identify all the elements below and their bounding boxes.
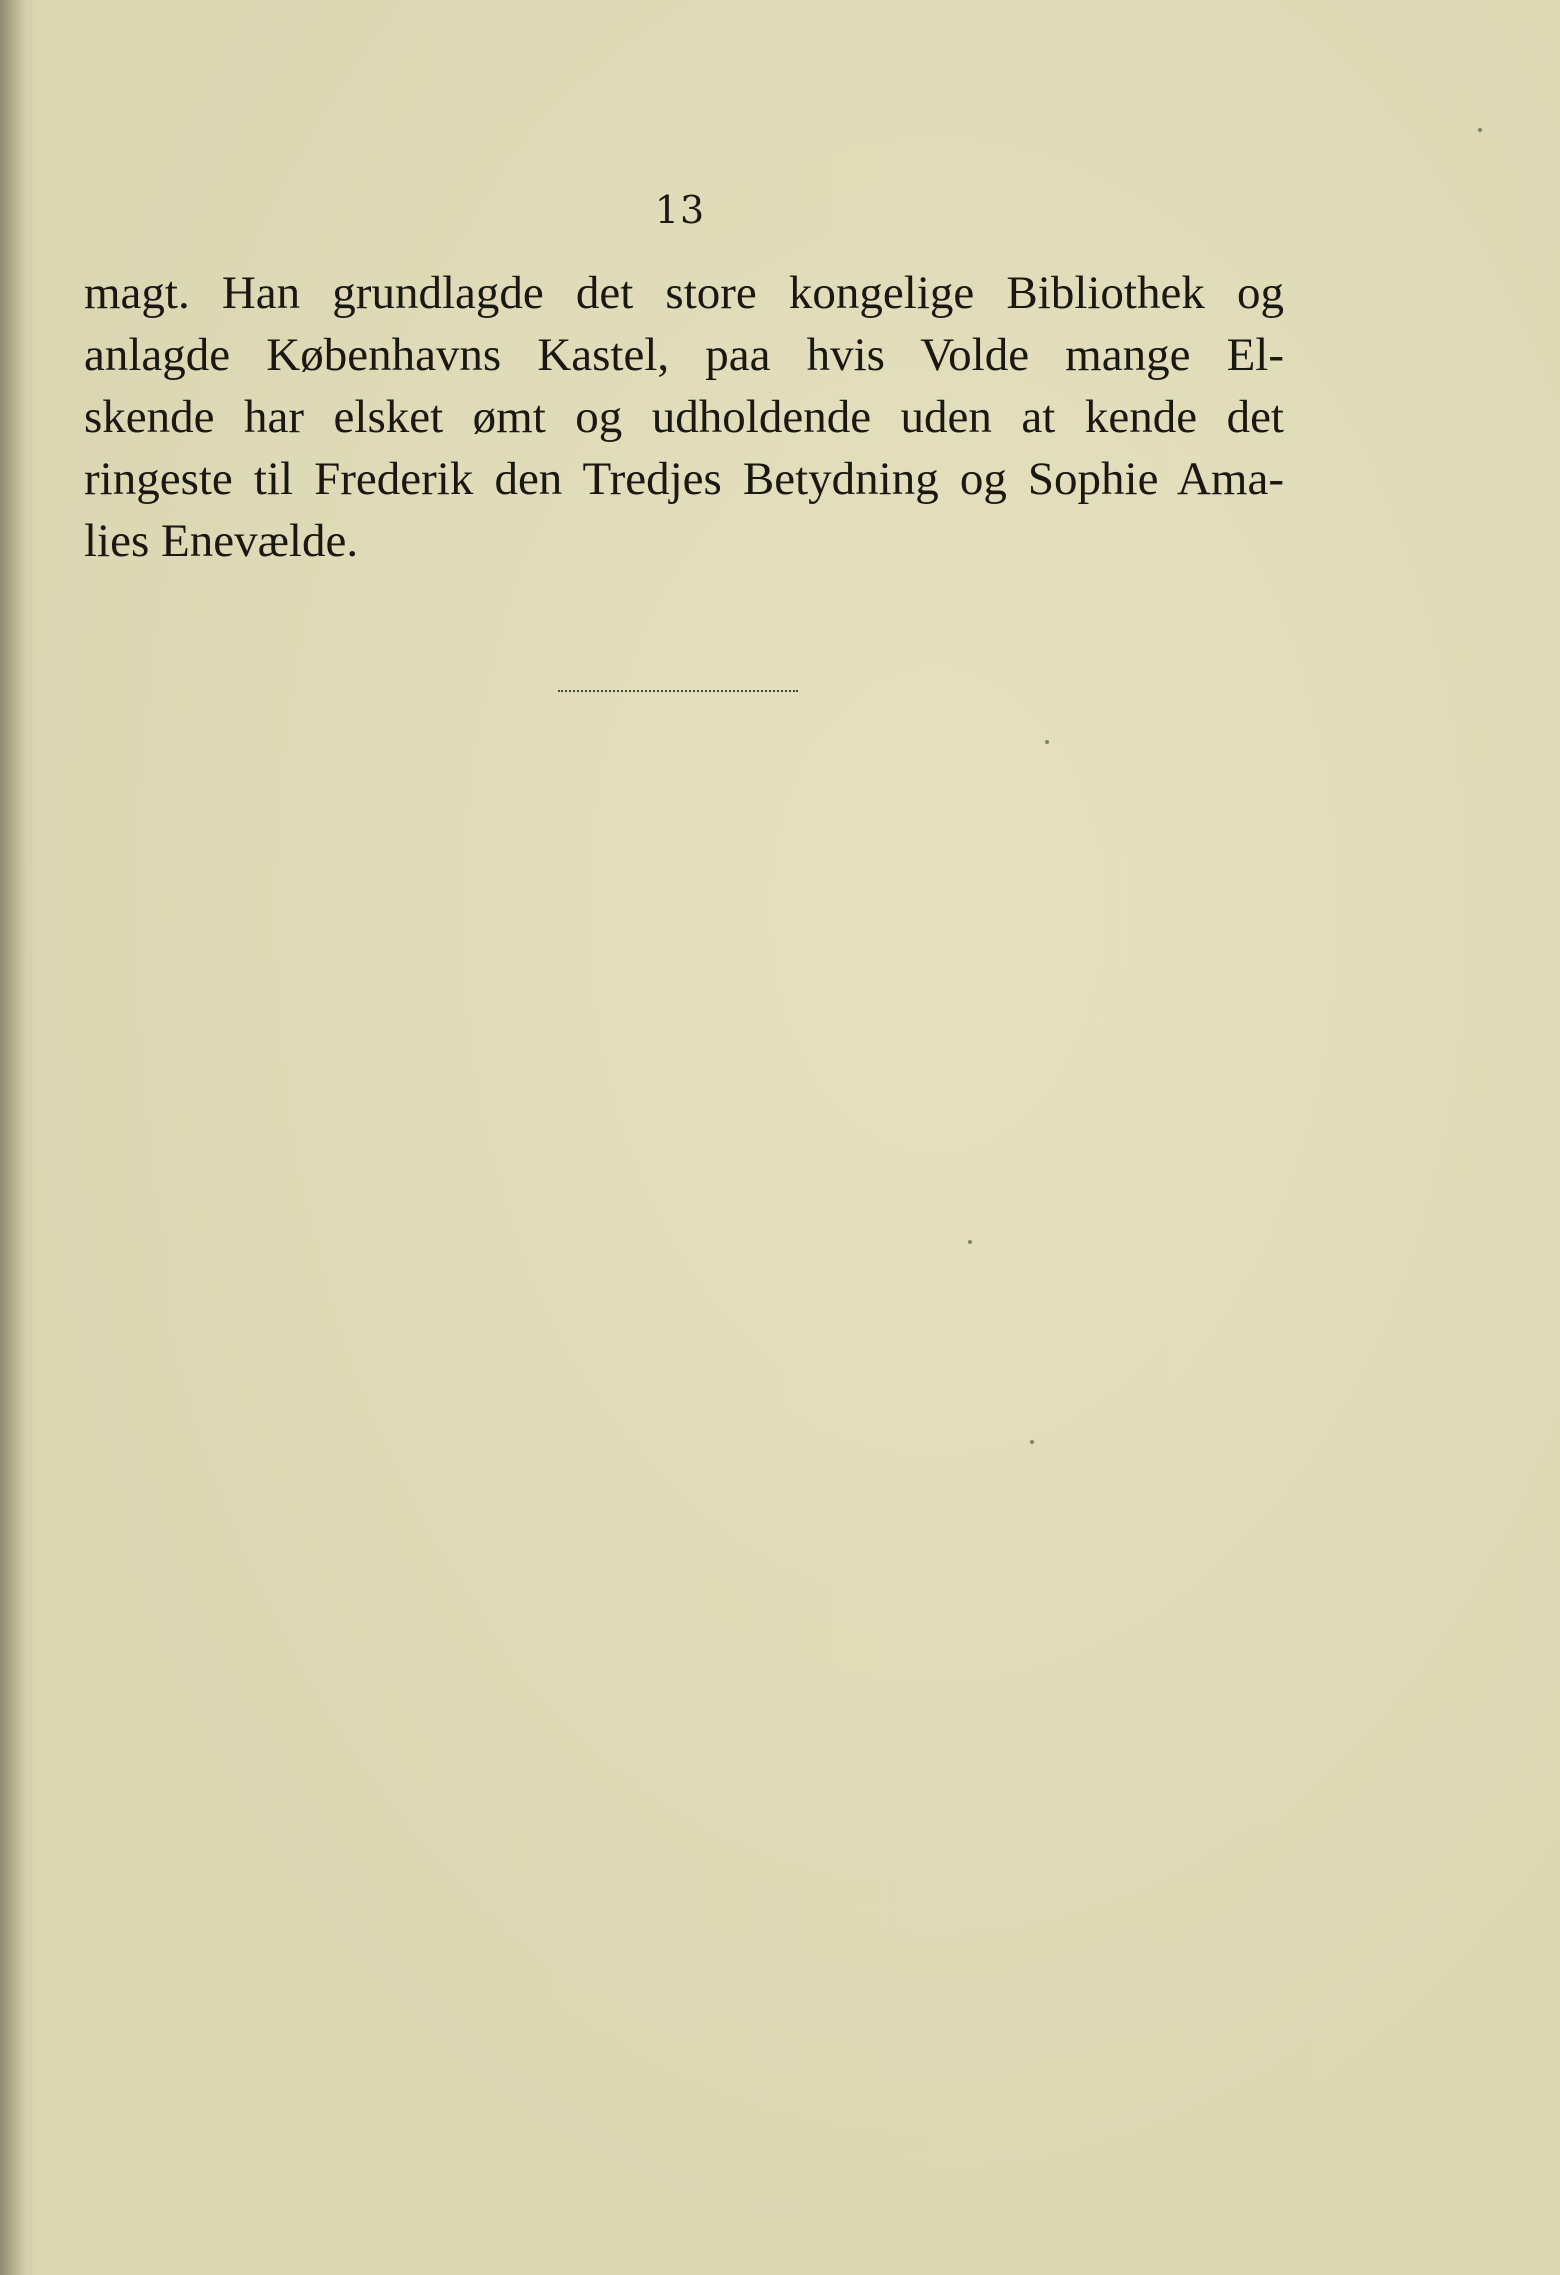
text-line: skende har elsket ømt og udholdende uden at kende det	[84, 391, 1284, 443]
text-line: lies Enevælde.	[84, 515, 359, 567]
text-line: ringeste til Frederik den Tredjes Betydning og Sophie Ama-	[84, 453, 1284, 505]
body-text	[84, 262, 1284, 572]
paper-speck	[1030, 1440, 1034, 1444]
paper-speck	[1045, 740, 1049, 744]
binding-gutter-shadow	[0, 0, 26, 2275]
text-line: anlagde Københavns Kastel, paa hvis Volde mange El-	[84, 329, 1284, 381]
paper-speck	[1478, 128, 1482, 132]
paper-speck	[968, 1240, 972, 1244]
page-number: 13	[654, 188, 706, 232]
text-line: magt. Han grundlagde det store kongelige Bibliothek og	[84, 267, 1284, 319]
section-divider	[558, 690, 798, 692]
